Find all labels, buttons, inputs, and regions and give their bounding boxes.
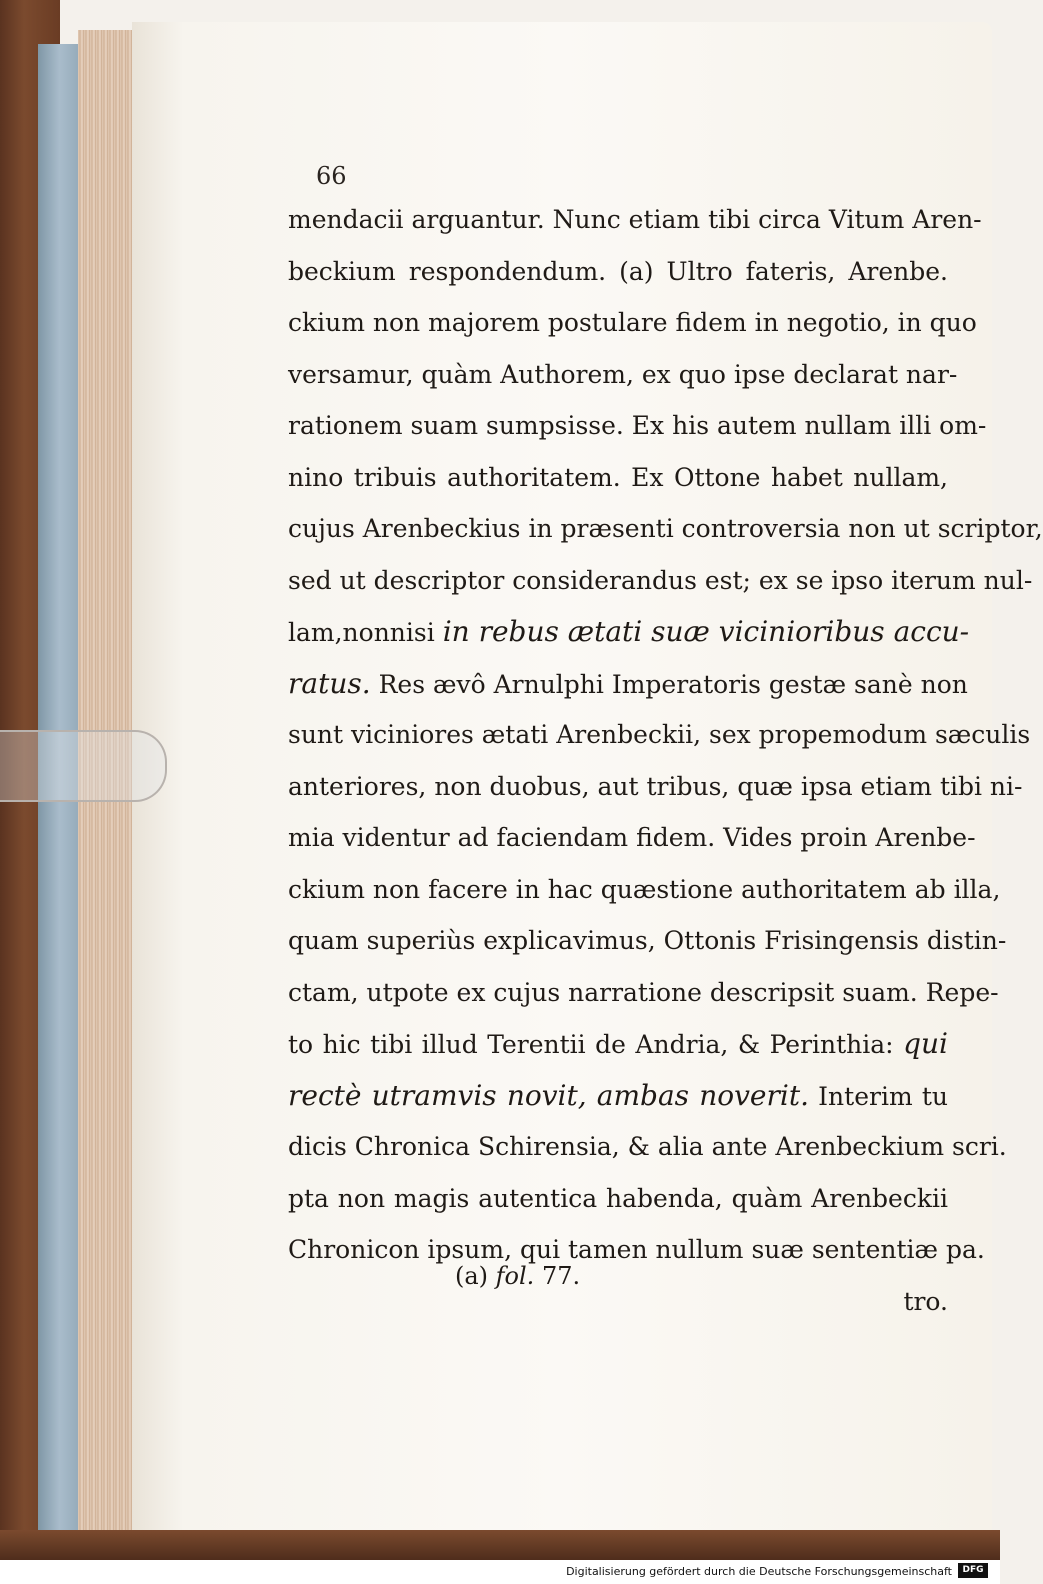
- text-italic: rectè utramvis novit, ambas noverit.: [288, 1078, 809, 1112]
- text-line: [288, 606, 970, 658]
- footnote: [455, 1262, 580, 1290]
- text-line: [288, 1018, 948, 1070]
- text-italic: ratus.: [288, 666, 371, 700]
- text-line: ckium non facere in hac quæstione authoritatem ab illa,: [288, 874, 1001, 904]
- text-plain: Res ævô Arnulphi Imperatoris gestæ sanè non: [370, 669, 968, 699]
- text-line: Chronicon ipsum, qui tamen nullum suæ sententiæ pa.: [288, 1235, 985, 1264]
- text-line: ckium non majorem postulare fidem in negotio, in quo: [288, 308, 977, 337]
- footnote-marker: (a): [455, 1262, 496, 1290]
- text-line: rationem suam sumpsisse. Ex his autem nullam illi om-: [288, 411, 987, 440]
- text-line: dicis Chronica Schirensia, & alia ante Arenbeckium scri.: [288, 1132, 1007, 1161]
- text-line: [288, 658, 968, 710]
- text-plain: Interim tu: [808, 1081, 948, 1111]
- text-line: anteriores, non duobus, aut tribus, quæ ipsa etiam tibi ni-: [288, 771, 1023, 801]
- catchword: tro.: [903, 1286, 948, 1316]
- text-line: versamur, quàm Authorem, ex quo ipse declarat nar-: [288, 359, 958, 389]
- text-line: nino tribuis authoritatem. Ex Ottone habet nullam,: [288, 462, 948, 492]
- digitization-credit: Digitalisierung gefördert durch die Deutsche Forschungsgemeinschaft: [566, 1565, 952, 1578]
- text-line: beckium respondendum. (a) Ultro fateris, Arenbe.: [288, 256, 948, 286]
- text-line: quam superiùs explicavimus, Ottonis Frisingensis distin-: [288, 926, 1007, 955]
- text-line: sunt viciniores ætati Arenbeckii, sex propemodum sæculis: [288, 720, 1031, 749]
- body-text: [288, 194, 1043, 1327]
- text-line: mia videntur ad faciendam fidem. Vides proin Arenbe-: [288, 823, 976, 852]
- text-line: sed ut descriptor considerandus est; ex se ipso iterum nul-: [288, 565, 1033, 595]
- dfg-logo: DFG: [958, 1563, 988, 1578]
- text-line: mendacii arguantur. Nunc etiam tibi circa Vitum Aren-: [288, 205, 982, 234]
- text-line: cujus Arenbeckius in præsenti controversia non ut scriptor,: [288, 514, 1043, 543]
- text-line: [288, 1070, 948, 1122]
- footnote-italic: fol.: [495, 1262, 535, 1290]
- footnote-number: 77.: [534, 1262, 581, 1290]
- clip-strip: [0, 730, 167, 802]
- text-italic: qui: [903, 1027, 948, 1060]
- text-line: ctam, utpote ex cujus narratione descripsit suam. Repe-: [288, 977, 999, 1007]
- text-plain: to hic tibi illud Terentii de Andria, & Perinthia:: [288, 1030, 904, 1059]
- book-cover-bottom: [0, 1530, 1000, 1560]
- page-number: 66: [316, 162, 347, 190]
- text-plain: lam,nonnisi: [288, 618, 443, 647]
- text-line: pta non magis autentica habenda, quàm Arenbeckii: [288, 1183, 948, 1213]
- text-italic: in rebus ætati suæ vicinioribus accu-: [442, 615, 970, 648]
